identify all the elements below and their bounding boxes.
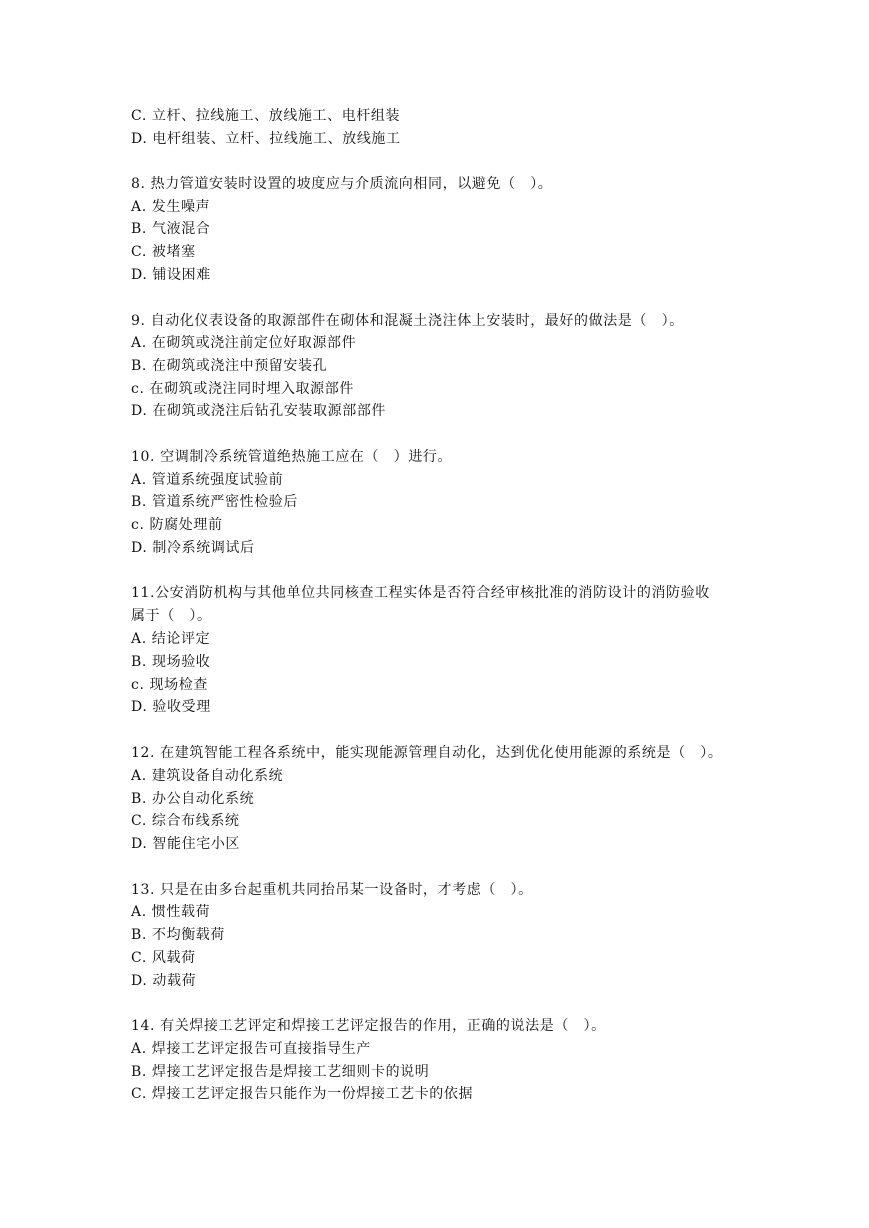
option-d-q7: D. 电杆组装、立杆、拉线施工、放线施工 (131, 131, 401, 147)
option-a-q9: A. 在砌筑或浇注前定位好取源部件 (131, 335, 357, 351)
option-b-q12: B. 办公自动化系统 (131, 791, 255, 807)
question-11-continuation: 属于（ ）。 (131, 608, 212, 624)
option-d-q12: D. 智能住宅小区 (131, 836, 241, 852)
option-d-q8: D. 铺设困难 (131, 267, 211, 283)
option-b-q8: B. 气液混合 (131, 221, 211, 237)
question-8: 8. 热力管道安装时设置的坡度应与介质流向相同，以避免（ ）。 (131, 176, 553, 192)
question-13: 13. 只是在由多台起重机共同抬吊某一设备时，才考虑（ ）。 (131, 882, 533, 898)
question-9: 9. 自动化仪表设备的取源部件在砌体和混凝土浇注体上安装时，最好的做法是（ ）。 (131, 313, 684, 329)
option-a-q10: A. 管道系统强度试验前 (131, 472, 284, 488)
option-d-q11: D. 验收受理 (131, 699, 211, 715)
option-b-q11: B. 现场验收 (131, 654, 211, 670)
option-b-q13: B. 不均衡载荷 (131, 927, 225, 943)
option-c-q14: C. 焊接工艺评定报告只能作为一份焊接工艺卡的依据 (131, 1086, 474, 1102)
question-10: 10. 空调制冷系统管道绝热施工应在（ ）进行。 (131, 449, 453, 465)
option-b-q14: B. 焊接工艺评定报告是焊接工艺细则卡的说明 (131, 1064, 430, 1080)
question-12: 12. 在建筑智能工程各系统中，能实现能源管理自动化，达到优化使用能源的系统是（ ）。 (131, 745, 723, 761)
option-d-q9: D. 在砌筑或浇注后钻孔安装取源部部件 (131, 403, 387, 419)
option-c-q8: C. 被堵塞 (131, 244, 196, 260)
option-a-q11: A. 结论评定 (131, 631, 211, 647)
option-c-q9: c. 在砌筑或浇注同时埋入取源部件 (131, 381, 354, 397)
question-14: 14. 有关焊接工艺评定和焊接工艺评定报告的作用，正确的说法是（ ）。 (131, 1018, 606, 1034)
option-c-q12: C. 综合布线系统 (131, 813, 240, 829)
option-b-q9: B. 在砌筑或浇注中预留安装孔 (131, 358, 328, 374)
option-c-q11: c. 现场检查 (131, 677, 208, 693)
option-a-q14: A. 焊接工艺评定报告可直接指导生产 (131, 1041, 371, 1057)
option-c-q13: C. 风载荷 (131, 950, 196, 966)
question-11: 11.公安消防机构与其他单位共同核查工程实体是否符合经审核批准的消防设计的消防验收 (131, 585, 710, 601)
option-d-q13: D. 动载荷 (131, 973, 197, 989)
option-a-q12: A. 建筑设备自动化系统 (131, 768, 284, 784)
option-a-q8: A. 发生噪声 (131, 199, 211, 215)
option-b-q10: B. 管道系统严密性检验后 (131, 494, 298, 510)
option-c-q7: C. 立杆、拉线施工、放线施工、电杆组装 (131, 108, 401, 124)
option-c-q10: c. 防腐处理前 (131, 517, 223, 533)
option-a-q13: A. 惯性载荷 (131, 904, 211, 920)
option-d-q10: D. 制冷系统调试后 (131, 540, 255, 556)
